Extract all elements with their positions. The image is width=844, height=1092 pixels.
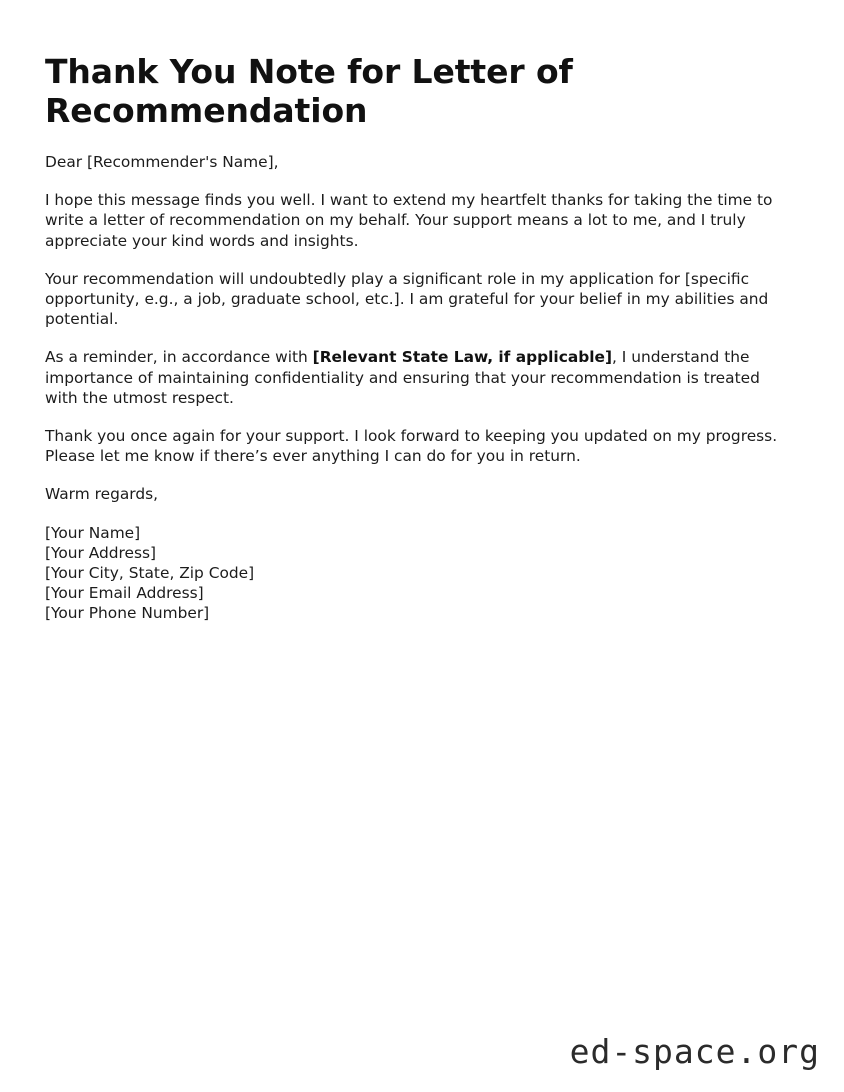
paragraph-application: Your recommendation will undoubtedly play a significant role in my application for [specific opportunity, e.g., a job, graduate school, etc.]. I am grateful for your belief in my abilities and potential. xyxy=(45,269,769,329)
salutation-line: Dear [Recommender's Name], xyxy=(45,153,279,171)
paragraph-gratitude: I hope this message finds you well. I want to extend my heartfelt thanks for taking the time to write a letter of recommendation on my behalf. Your support means a lot to me, and I truly appreciate your kind words and insights. xyxy=(45,191,773,250)
site-watermark: ed-space.org xyxy=(569,1032,820,1071)
letter-content xyxy=(45,52,793,624)
signature-line-address: [Your Address] xyxy=(45,543,157,562)
closing-line: Warm regards, xyxy=(45,485,159,504)
signature-line-city-state-zip: [Your City, State, Zip Code] xyxy=(45,564,255,583)
signature-block xyxy=(45,523,793,624)
paragraph-confidentiality xyxy=(45,347,793,408)
paragraph-closing-thanks: Thank you once again for your support. I look forward to keeping you updated on my progress. Please let me know if there’s ever anything I can do for you in return. xyxy=(45,427,778,466)
page-title: Thank You Note for Letter of Recommendation xyxy=(45,52,573,130)
legal-bold-placeholder: [Relevant State Law, if applicable] xyxy=(312,348,612,367)
legal-prefix-text: As a reminder, in accordance with xyxy=(45,348,313,367)
signature-line-name: [Your Name] xyxy=(45,523,141,542)
signature-line-email: [Your Email Address] xyxy=(45,584,204,603)
signature-line-phone: [Your Phone Number] xyxy=(45,604,210,623)
legal-suffix-text: , I understand the importance of maintaining confidentiality and ensuring that your recommendation is treated with the utmost respect. xyxy=(45,348,760,407)
